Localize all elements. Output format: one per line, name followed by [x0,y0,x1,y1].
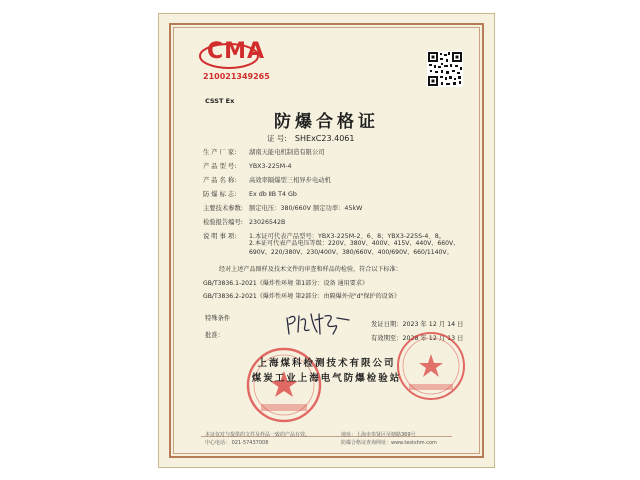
explosion-proof-certificate [158,13,495,468]
field-value: YBX3-225M-4 [249,163,292,170]
cma-logo-text: CMA [207,39,266,64]
field-value: Ex db ⅡB T4 Gb [249,191,297,198]
standards-statement: 经对上述产品图样及技术文件的审查和样品的检验，符合以下标准： [219,266,402,273]
field-value: 湖南天能电机制造有限公司 [249,149,325,156]
issuing-station: 煤炭工业上海电气防爆检验站 [251,373,402,384]
field-manufacturer [203,147,325,156]
notes-line-3: 690V、220/380V、230/400V、380/660V、400/690V、660/1140V。 [249,249,453,256]
field-value: 额定电压：380/660V 额定功率：45kW [249,205,363,212]
field-ex-marking [203,189,297,198]
approver-label: 批准： [205,332,224,339]
field-label: 防 爆 标 志: [203,191,237,198]
footer-address: 地址：上海市奉贤区吴塘路369号 [341,432,416,438]
csst-label: CSST Ex [205,97,235,105]
certificate-number-line [267,133,354,144]
signature [283,308,353,338]
field-value: 1.本证可代表产品型号：YBX3-225M-2、6、8；YBX3-225S-4、8。 [249,233,446,240]
issuing-organization: 上海煤科检测技术有限公司 [257,358,396,369]
field-model [203,161,292,170]
field-label: 说 明 事 项: [203,233,237,240]
footer-query-url: 防爆合格证查询网址：www.testshm.com [341,440,437,446]
field-label: 主要技术参数: [203,205,243,212]
field-value: 高效率隔爆型三相异步电动机 [249,177,331,184]
field-value: 23026542B [249,219,286,226]
notes-line-2: 2.本证可代表产品电压等级：220V、380V、400V、415V、440V、660V、 [249,240,460,247]
footer-phone: 中心电话： 021-57437008 [205,440,269,446]
field-label: 产 品 型 号: [203,163,237,170]
certificate-number: SHExC23.4061 [294,134,355,143]
certificate-title: 防爆合格证 [274,112,379,132]
valid-until-date: 有效期至：2028 年 12 月 13 日 [371,335,464,342]
special-conditions-label: 特殊条件 [205,315,231,322]
cma-number: 210021349265 [203,72,270,81]
field-label: 检验报告编号: [203,219,243,226]
field-technical-params [203,203,362,212]
field-report-number [203,217,285,226]
field-product-name [203,175,331,184]
field-label: 生 产 厂 家: [203,149,237,156]
issue-date: 发证日期：2023 年 12 月 14 日 [371,321,464,328]
standard-item: GB/T3836.1-2021《爆炸性环境 第1部分：设备 通用要求》 [203,280,369,287]
qr-code-icon [427,51,463,87]
certificate-number-label: 证 号: [267,134,287,143]
standard-item: GB/T3836.2-2021《爆炸性环境 第2部分：由隔爆外壳"d"保护的设备》 [203,293,400,300]
field-label: 产 品 名 称: [203,177,237,184]
footer-validity-note: 本证仅对与提供的文件及样品一致的产品有效。 [205,432,311,438]
field-notes [203,231,445,240]
